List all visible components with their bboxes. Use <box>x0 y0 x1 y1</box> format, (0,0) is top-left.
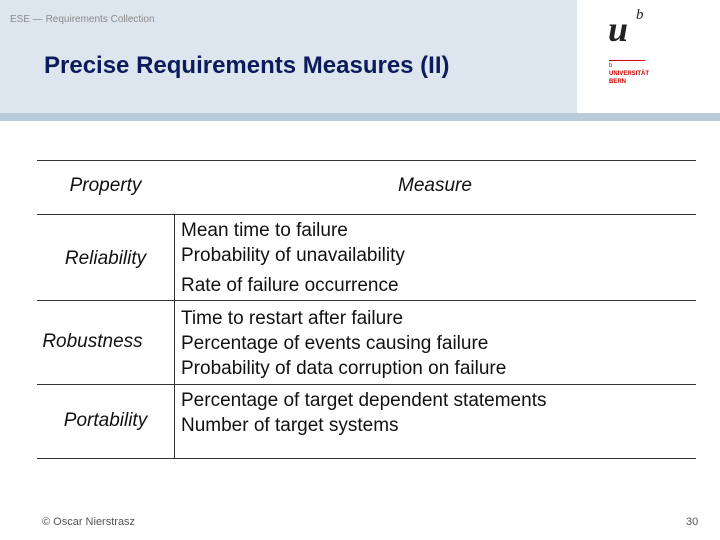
logo-rule <box>609 60 645 61</box>
table-top-rule <box>37 160 696 161</box>
row-portability-measure-2: Number of target systems <box>181 415 399 436</box>
row-robustness-measure-1: Time to restart after failure <box>181 308 404 329</box>
table-bottom-rule <box>37 458 696 459</box>
measures-table <box>37 160 696 459</box>
row-reliability-measure-2: Probability of unavailability <box>181 245 405 266</box>
row-portability-property: Portability <box>63 410 148 431</box>
logo-bern: BERN <box>609 79 627 85</box>
row-robustness-property: Robustness <box>42 331 143 352</box>
header-measure: Measure <box>398 175 472 196</box>
row-portability-measure-1: Percentage of target dependent statements <box>181 390 547 411</box>
row-rule-2 <box>37 384 696 385</box>
breadcrumb: ESE — Requirements Collection <box>10 14 155 25</box>
row-reliability-measure-3: Rate of failure occurrence <box>181 275 399 296</box>
row-robustness-measure-3: Probability of data corruption on failure <box>181 358 507 379</box>
row-robustness-measure-2: Percentage of events causing failure <box>181 333 489 354</box>
row-reliability-measure-1: Mean time to failure <box>181 220 348 241</box>
logo-area <box>577 0 720 113</box>
header-divider <box>0 113 720 121</box>
row-reliability-property: Reliability <box>64 248 147 269</box>
logo-sup: b <box>609 63 613 69</box>
logo-letter-b: b <box>636 7 644 23</box>
page-number: 30 <box>686 516 699 528</box>
row-rule-1 <box>37 300 696 301</box>
column-divider <box>174 214 175 459</box>
logo-letter-u: u <box>608 9 629 49</box>
header-rule <box>37 214 696 215</box>
footer-copyright: © Oscar Nierstrasz <box>42 516 136 528</box>
logo-university: UNIVERSITÄT <box>609 71 650 77</box>
slide-title: Precise Requirements Measures (II) <box>44 52 450 79</box>
header-property: Property <box>69 175 142 196</box>
